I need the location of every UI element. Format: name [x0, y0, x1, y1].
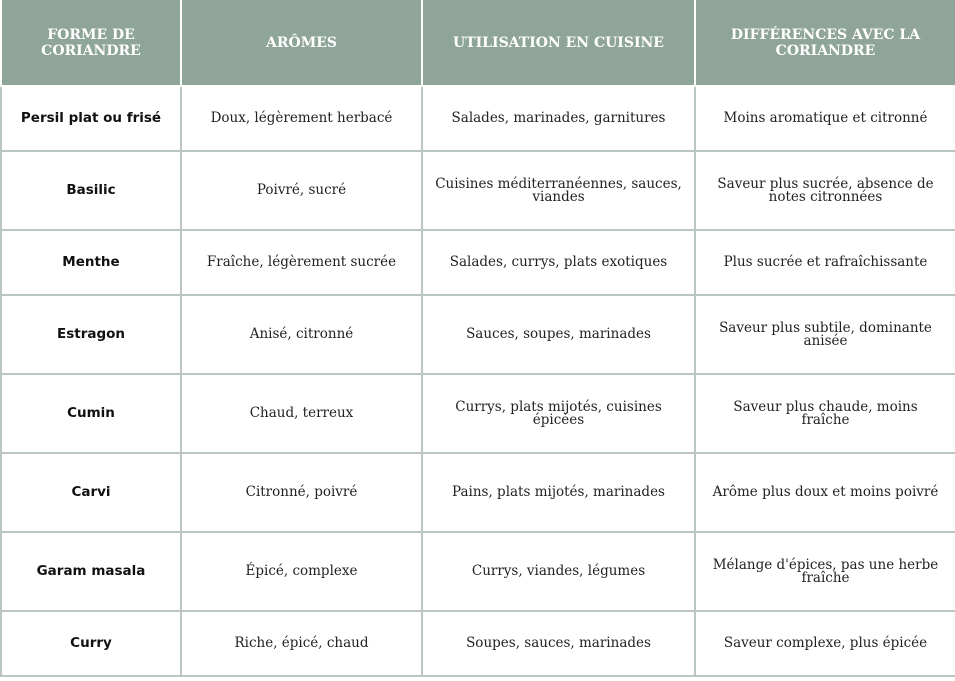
- cell-differences: Saveur complexe, plus épicée: [695, 611, 955, 676]
- cell-utilisation: Currys, viandes, légumes: [422, 532, 695, 611]
- cell-differences: Moins aromatique et citronné: [695, 86, 955, 151]
- cell-differences: Mélange d'épices, pas une herbe fraîche: [695, 532, 955, 611]
- cell-differences: Plus sucrée et rafraîchissante: [695, 230, 955, 295]
- cell-differences: Saveur plus chaude, moins fraîche: [695, 374, 955, 453]
- table-row: [1, 532, 955, 611]
- table-row: [1, 295, 955, 374]
- cell-forme: Estragon: [1, 295, 181, 374]
- table-row: [1, 86, 955, 151]
- header-differences: DIFFÉRENCES AVEC LA CORIANDRE: [695, 0, 955, 86]
- cell-utilisation: Currys, plats mijotés, cuisines épicées: [422, 374, 695, 453]
- cell-aromes: Citronné, poivré: [181, 453, 422, 532]
- header-forme: FORME DE CORIANDRE: [1, 0, 181, 86]
- cell-aromes: Épicé, complexe: [181, 532, 422, 611]
- cell-aromes: Fraîche, légèrement sucrée: [181, 230, 422, 295]
- cell-aromes: Anisé, citronné: [181, 295, 422, 374]
- table-row: [1, 374, 955, 453]
- cell-aromes: Doux, légèrement herbacé: [181, 86, 422, 151]
- cell-differences: Arôme plus doux et moins poivré: [695, 453, 955, 532]
- cell-forme: Basilic: [1, 151, 181, 230]
- header-row: [1, 0, 955, 86]
- cell-aromes: Poivré, sucré: [181, 151, 422, 230]
- cell-utilisation: Salades, currys, plats exotiques: [422, 230, 695, 295]
- cell-utilisation: Cuisines méditerranéennes, sauces, viandes: [422, 151, 695, 230]
- table-row: [1, 151, 955, 230]
- cell-utilisation: Soupes, sauces, marinades: [422, 611, 695, 676]
- cell-forme: Curry: [1, 611, 181, 676]
- table-row: [1, 230, 955, 295]
- cell-forme: Persil plat ou frisé: [1, 86, 181, 151]
- cell-forme: Menthe: [1, 230, 181, 295]
- table-row: [1, 453, 955, 532]
- cell-forme: Carvi: [1, 453, 181, 532]
- cell-utilisation: Sauces, soupes, marinades: [422, 295, 695, 374]
- cell-utilisation: Salades, marinades, garnitures: [422, 86, 695, 151]
- cell-aromes: Chaud, terreux: [181, 374, 422, 453]
- cell-differences: Saveur plus sucrée, absence de notes citronnées: [695, 151, 955, 230]
- header-aromes: ARÔMES: [181, 0, 422, 86]
- cell-differences: Saveur plus subtile, dominante anisée: [695, 295, 955, 374]
- cell-utilisation: Pains, plats mijotés, marinades: [422, 453, 695, 532]
- table-row: [1, 611, 955, 676]
- cell-forme: Cumin: [1, 374, 181, 453]
- cell-forme: Garam masala: [1, 532, 181, 611]
- header-utilisation: UTILISATION EN CUISINE: [422, 0, 695, 86]
- cell-aromes: Riche, épicé, chaud: [181, 611, 422, 676]
